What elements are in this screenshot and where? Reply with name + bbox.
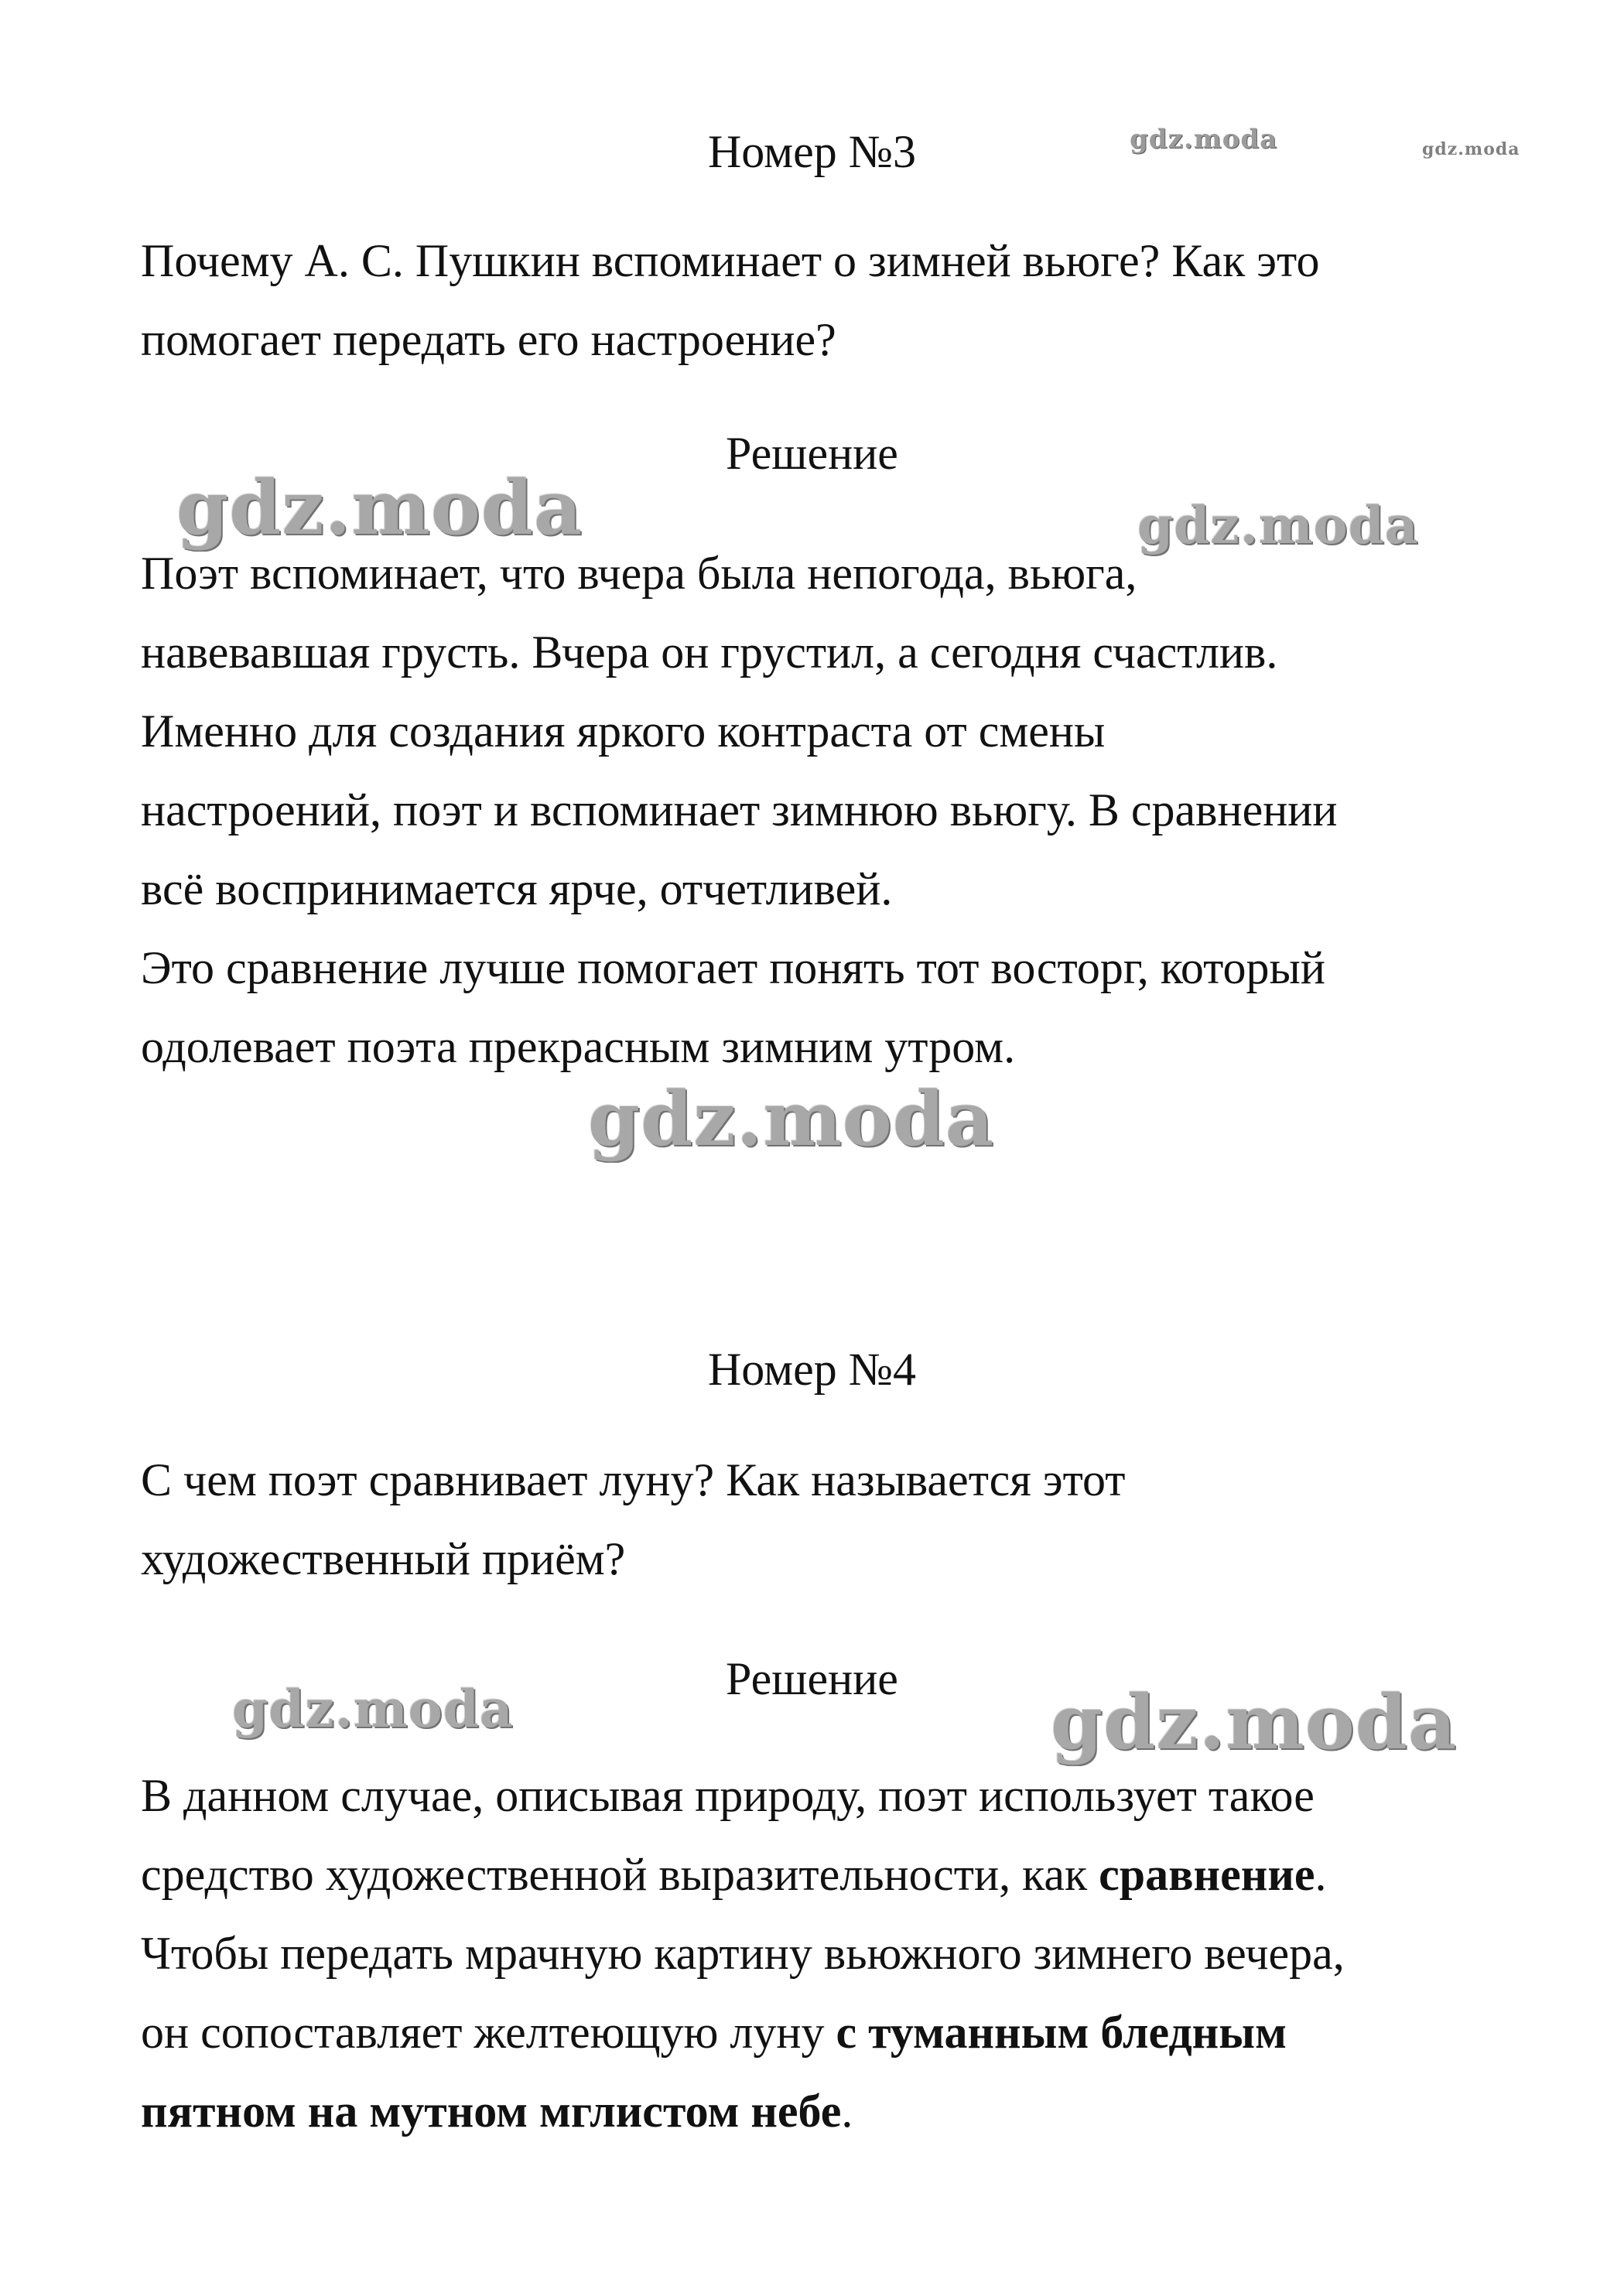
watermark: gdz.moda	[232, 1679, 514, 1739]
answer-line: навевавшая грусть. Вчера он грустил, а сегодня счастлив.	[141, 627, 1278, 678]
section-3-answer	[141, 534, 1533, 1086]
answer-text: .	[1315, 1849, 1327, 1900]
question-line: С чем поэт сравнивает луну? Как называется этот	[141, 1454, 1126, 1505]
watermark: gdz.moda	[176, 464, 583, 552]
answer-line: Это сравнение лучше помогает понять тот восторг, который	[141, 942, 1325, 993]
emphasis-text: пятном на мутном мглистом небе	[141, 2086, 842, 2137]
answer-line	[141, 2072, 1533, 2151]
section-4-answer	[141, 1756, 1533, 2151]
watermark: gdz.moda	[1051, 1679, 1458, 1766]
question-line: художественный приём?	[141, 1533, 626, 1584]
answer-text: .	[841, 2086, 853, 2137]
answer-line: Именно для создания яркого контраста от смены	[141, 706, 1106, 757]
emphasis-text: с туманным бледным	[836, 2007, 1287, 2058]
answer-line	[141, 1993, 1533, 2072]
answer-text: средство художественной выразительности, как	[141, 1849, 1099, 1900]
answer-line: всё воспринимается ярче, отчетливей.	[141, 863, 893, 914]
section-4-solution-label: Решение	[726, 1653, 898, 1704]
answer-line: Поэт вспоминает, что вчера была непогода, вьюга,	[141, 548, 1137, 599]
section-3-question	[141, 221, 1533, 379]
section-3-title: Номер №3	[707, 126, 917, 177]
watermark: gdz.moda	[588, 1075, 995, 1163]
question-line: помогает передать его настроение?	[141, 314, 836, 365]
answer-line	[141, 1835, 1533, 1914]
answer-line: В данном случае, описывая природу, поэт использует такое	[141, 1770, 1315, 1821]
answer-line: Чтобы передать мрачную картину вьюжного зимнего вечера,	[141, 1928, 1345, 1979]
section-3-solution-label: Решение	[726, 428, 898, 479]
watermark: gdz.moda	[1422, 139, 1520, 159]
section-4-title: Номер №4	[707, 1344, 917, 1395]
watermark: gdz.moda	[1130, 124, 1278, 155]
question-line: Почему А. С. Пушкин вспоминает о зимней вьюге? Как это	[141, 235, 1320, 286]
answer-line: настроений, поэт и вспоминает зимнюю вьюгу. В сравнении	[141, 784, 1338, 835]
answer-line: одолевает поэта прекрасным зимним утром.	[141, 1021, 1016, 1072]
watermark: gdz.moda	[1137, 495, 1419, 555]
answer-text: он сопоставляет желтеющую луну	[141, 2007, 836, 2058]
section-4-question	[141, 1440, 1533, 1598]
emphasis-text: сравнение	[1099, 1849, 1315, 1900]
